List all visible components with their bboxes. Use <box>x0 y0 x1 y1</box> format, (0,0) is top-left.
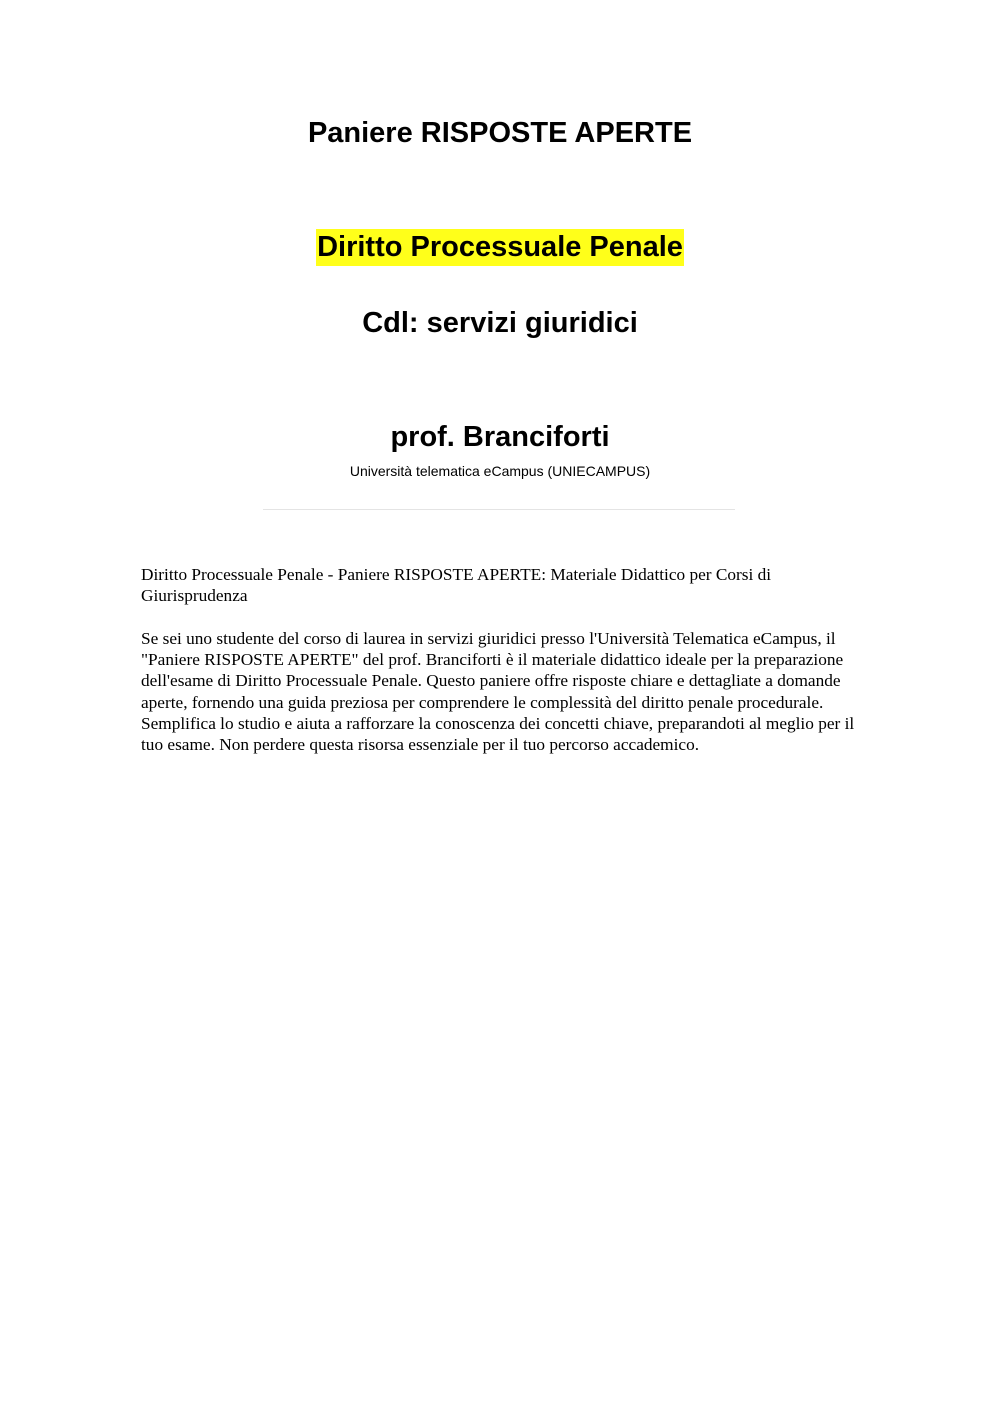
document-title: Paniere RISPOSTE APERTE <box>307 117 693 149</box>
intro-paragraph: Diritto Processuale Penale - Paniere RISPOSTE APERTE: Materiale Didattico per Corsi di Giurisprudenza <box>141 565 772 606</box>
degree-program: Cdl: servizi giuridici <box>362 307 638 339</box>
document-body <box>141 564 861 777</box>
description-paragraph: Se sei uno studente del corso di laurea in servizi giuridici presso l'Università Telematica eCampus, il "Paniere RISPOSTE APERTE" del prof. Branciforti è il materiale didattico ideale per la preparazione dell'esame di Diritto Processuale Penale. Questo paniere offre risposte chiare e dettagliate a domande aperte, fornendo una guida preziosa per comprendere le complessità del diritto penale procedurale. Semplifica lo studio e aiuta a rafforzare la conoscenza dei concetti chiave, preparandoti al meglio per il tuo esame. Non perdere questa risorsa essenziale per il tuo percorso accademico. <box>141 628 855 755</box>
course-title-container <box>0 228 1000 271</box>
course-title-highlighted: Diritto Processuale Penale <box>316 229 684 266</box>
university-name: Università telematica eCampus (UNIECAMPUS) <box>349 463 651 479</box>
professor-name: prof. Branciforti <box>390 421 610 453</box>
section-divider <box>263 509 735 510</box>
